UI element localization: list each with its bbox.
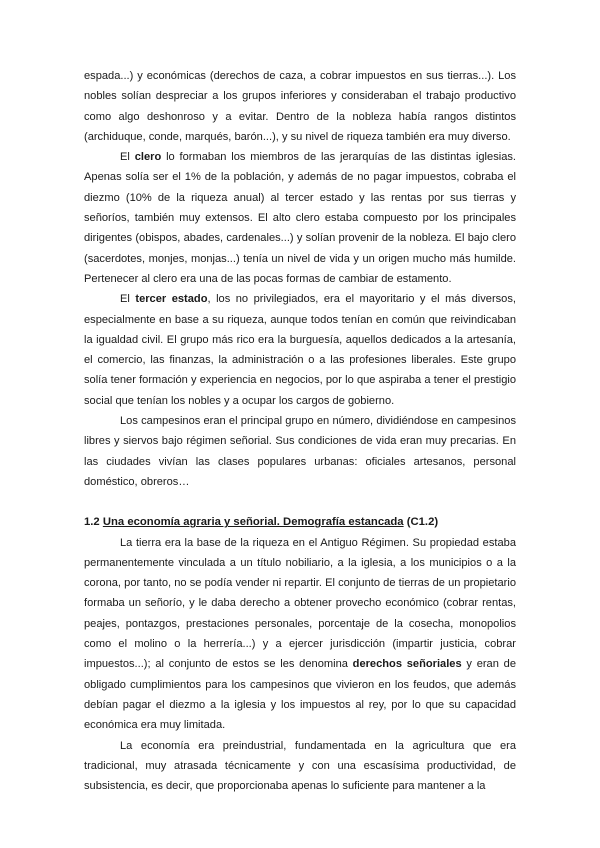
paragraph-clero xyxy=(84,147,516,289)
section-code: (C1.2) xyxy=(403,516,439,529)
text-segment: , los no privilegiados, era el mayoritario y el más diversos, especialmente en base a su riqueza, aunque todos tenían en común que reivindicaban la igualdad civil. El grupo más rico era la burguesía, aquellos dedicados a la artesanía, el comercio, las finanzas, la administración o a las profesiones liberales. Este grupo solía tener formación y experiencia en negocios, por lo que aspiraba a tener el prestigio social que tenían los nobles y a ocupar los cargos de gobierno. xyxy=(84,293,516,407)
paragraph-tercer-estado xyxy=(84,289,516,411)
bold-term-derechos-senoriales: derechos señoriales xyxy=(352,658,462,671)
text-segment: y eran de obligado cumplimientos para los campesinos que vivieron en los feudos, que además debían pagar el diezmo a la iglesia y los impuestos al rey, por lo que su capacidad económica era muy limitada. xyxy=(84,658,516,732)
text-segment: lo formaban los miembros de las jerarquías de las distintas iglesias. Apenas solía ser el 1% de la población, y además de no pagar impuestos, cobraba el diezmo (10% de la riqueza anual) al tercer estado y las rentas por sus tierras y señoríos, también muy extensos. El alto clero estaba compuesto por los principales dirigentes (obispos, abades, cardenales...) y solían provenir de la nobleza. El bajo clero (sacerdotes, monjes, monjas...) tenía un nivel de vida y un origen mucho más humilde. Pertenecer al clero era una de las pocas formas de cambiar de estamento. xyxy=(84,151,517,285)
text-segment: El xyxy=(120,293,136,306)
text-segment: La tierra era la base de la riqueza en el Antiguo Régimen. Su propiedad estaba permanentemente vinculada a un título nobiliario, a la iglesia, a los municipios o a la corona, por tanto, no se podía vender ni repartir. El conjunto de tierras de un propietario formaba un señorío, y le daba derecho a obtener provecho económico (cobrar rentas, peajes, pontazgos, prestaciones personales, porcentaje de la cosecha, monopolios como el molino o la herrería...) y a ejercer jurisdicción (impartir justicia, cobrar impuestos...); al conjunto de estos se les denomina xyxy=(84,536,516,671)
section-title: Una economía agraria y señorial. Demografía estancada xyxy=(102,516,404,529)
paragraph-nobility-end: espada...) y económicas (derechos de caza, a cobrar impuestos en sus tierras...). Los nobles solían despreciar a los grupos inferiores y consideraban el trabajo productivo como algo deshonroso y a evitar. Dentro de la nobleza había rangos distintos (archiduque, conde, marqués, barón...), y su nivel de riqueza también era muy diverso. xyxy=(84,70,516,143)
paragraph-campesinos: Los campesinos eran el principal grupo en número, dividiéndose en campesinos libres y siervos bajo régimen señorial. Sus condiciones de vida eran muy precarias. En las ciudades vivían las clases populares urbanas: oficiales artesanos, personal doméstico, obreros… xyxy=(84,415,516,488)
bold-term-tercer-estado: tercer estado xyxy=(135,293,208,306)
document-page xyxy=(84,66,516,796)
paragraph-economia: La economía era preindustrial, fundamentada en la agricultura que era tradicional, muy atrasada técnicamente y con una escasísima productividad, de subsistencia, es decir, que proporcionaba apenas lo suficiente para mantener a la xyxy=(84,739,516,793)
bold-term-clero: clero xyxy=(134,151,162,164)
section-heading xyxy=(84,512,516,532)
paragraph-tierra xyxy=(84,533,516,736)
section-number: 1.2 xyxy=(84,516,103,529)
text-segment: El xyxy=(120,151,135,164)
